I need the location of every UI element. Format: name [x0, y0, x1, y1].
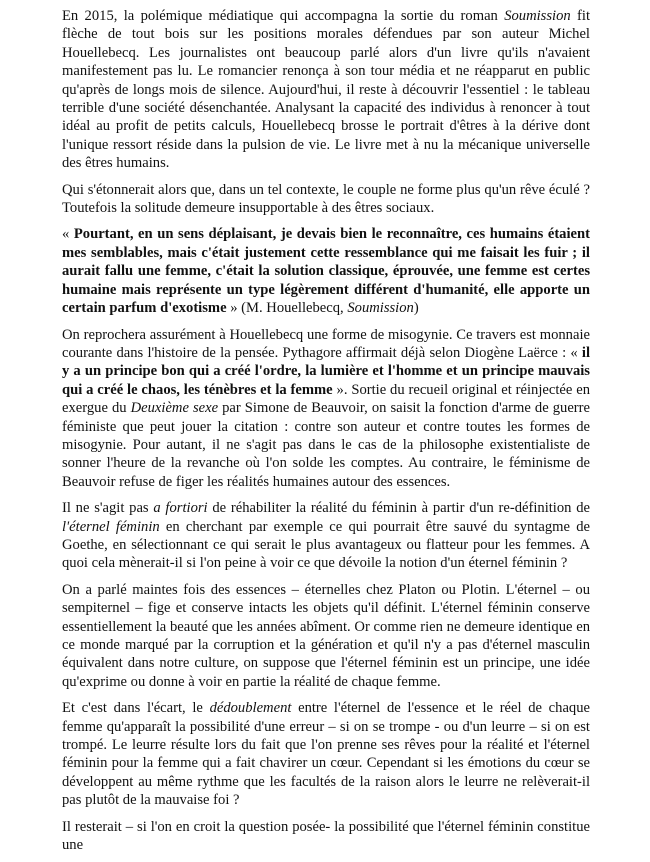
text-segment: Il resterait – si l'on en croit la question posée- la possibilité que l'éternel féminin constitue une — [62, 818, 590, 854]
paragraph-dedoublement — [62, 699, 590, 809]
book-title: Deuxième sexe — [130, 400, 219, 417]
paragraph-essences — [62, 581, 590, 691]
text-segment: » (M. Houellebecq, — [226, 300, 348, 317]
text-segment: entre l'éternel de l'essence et le réel de chaque femme qu'apparaît la possibilité d'une erreur – si on se trompe - ou d'un leurre – si on est trompé. Le leurre résulte lors du fait que l'on prenne ses rêves pour la réalité et l'éternel féminin pour la femme qui a fait chavirer un cœur. Cependant si les émotions du cœur se développent au même rythme que les facultés de la raison alors le leurre ne relèverait-il pas plutôt de la mauvaise foi ? — [62, 700, 590, 809]
text-segment: « — [62, 226, 74, 243]
document-page — [62, 7, 590, 862]
paragraph-a-fortiori — [62, 499, 590, 573]
italic-term: dédoublement — [209, 700, 292, 717]
quote-text: il y a un principe bon qui a créé l'ordre, la lumière et l'homme et un principe mauvais qui a créé le chaos, les ténèbres et la femme — [62, 344, 590, 398]
text-segment: de réhabiliter la réalité du féminin à partir d'un re-définition de — [207, 500, 590, 517]
text-segment: fit flèche de tout bois sur les positions morales défendues par son auteur Michel Houellebecq. Les journalistes ont beaucoup parlé alors d'un livre qu'ils n'avaient manifestement pas lu. Le romancier renonça à son tour média et ne réapparut en public qu'après de longs mois de silence. Aujourd'hui, il reste à découvrir l'essentiel : le tableau terrible d'une société désenchantée. Analysant la capacité des individus à renoncer à tout idéal au profit de petits calculs, Houellebecq brosse le portrait d'êtres à la dérive dont l'unique ressort réside dans la pulsion de vie. Le livre met à nu la mécanique universelle des êtres humains. — [62, 8, 590, 172]
text-segment: en cherchant par exemple ce qui pourrait être sauvé du syntagme de Goethe, en sélectionnant ce qui serait le plus avantageux ou flatteur pour les femmes. A quoi cela mènerait-il si l'on peine à voir ce que dévoile la notion d'un éternel féminin ? — [62, 518, 590, 572]
text-segment: par Simone de Beauvoir, on saisit la fonction d'arme de guerre féministe que peut jouer la citation : contre son auteur et contre toutes les formes de misogynie. Pour autant, il ne s'agit pas dans le cas de la philosophe existentialiste de sonner l'heure de la revanche où l'on solde les comptes. Au contraire, le féminisme de Beauvoir refuse de figer les réalités humaines autour des essences. — [62, 400, 590, 490]
text-segment: En 2015, la polémique médiatique qui accompagna la sortie du roman — [62, 8, 505, 24]
italic-term: l'éternel féminin — [62, 518, 160, 535]
paragraph-couple — [62, 181, 590, 218]
paragraph-resterait — [62, 818, 590, 855]
paragraph-quote-houellebecq — [62, 225, 590, 317]
paragraph-misogynie — [62, 326, 590, 492]
book-title: Soumission — [504, 8, 571, 24]
text-segment: Qui s'étonnerait alors que, dans un tel contexte, le couple ne forme plus qu'un rêve éculé ? Toutefois la solitude demeure insupportable à des êtres sociaux. — [62, 181, 590, 217]
book-title: Soumission — [347, 300, 414, 317]
text-segment: On a parlé maintes fois des essences – éternelles chez Platon ou Plotin. L'éternel – ou sempiternel – fige et conserve intacts les objets qu'il définit. L'éternel féminin conserve essentiellement la beauté que les années abîment. Or comme rien ne demeure identique en ce monde marqué par la corruption et la génération et qu'il n'y a pas d'éternel masculin équivalent dans notre culture, on suppose que l'éternel féminin est un principe, une idée qu'exprime ou donne à voir en partie la réalité de chaque femme. — [62, 581, 590, 690]
text-segment: On reprochera assurément à Houellebecq une forme de misogynie. Ce travers est monnaie courante dans l'histoire de la pensée. Pythagore affirmait déjà selon Diogène Laërce : « — [62, 326, 590, 361]
text-segment: Il ne s'agit pas — [62, 500, 154, 517]
text-segment: Et c'est dans l'écart, le — [62, 700, 210, 717]
paragraph-intro — [62, 7, 590, 173]
text-segment: ». Sortie du recueil original et réinjectée en exergue du — [62, 381, 590, 417]
italic-term: a fortiori — [153, 500, 208, 517]
quote-text: Pourtant, en un sens déplaisant, je devais bien le reconnaître, ces humains étaient mes semblables, mais c'était justement cette ressemblance qui me faisait les fuir ; il aurait fallu une femme, c'était la solution classique, éprouvée, une femme est certes humaine mais représente un type légèrement différent d'humanité, elle apporte un certain parfum d'exotisme — [62, 226, 590, 317]
text-segment: ) — [413, 300, 419, 317]
